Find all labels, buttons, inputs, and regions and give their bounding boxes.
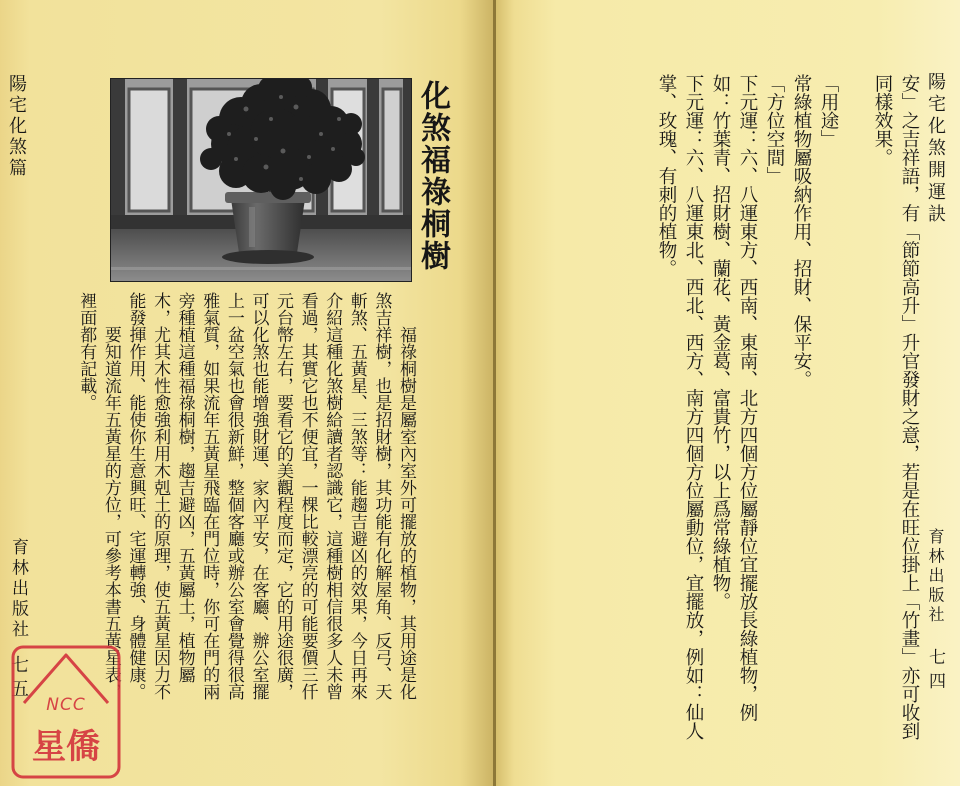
- plant-photo-image: [111, 79, 412, 282]
- right-publisher: 育林出版社: [926, 528, 945, 626]
- text-column: 看過，其實它也不便宜，一棵比較漂亮的可能要價三仟: [297, 292, 318, 700]
- right-running-head: 陽宅化煞開運訣: [925, 72, 946, 226]
- text-column: 旁種植這種福祿桐樹，趨吉避凶，五黃屬土，植物屬: [174, 292, 195, 683]
- text-column: 福祿桐樹是屬室內室外可擺放的植物，其用途是化: [396, 326, 416, 700]
- text-column: 下元運：六、八運東北、西北、西方、南方四個方位屬動位，宜擺放，例如：仙人: [683, 74, 704, 740]
- text-column: 如：竹葉青、招財樹、蘭花、黃金葛、富貴竹，以上爲常綠植物。: [710, 74, 731, 611]
- text-column: 介紹這種化煞樹給讀者認識它，這種樹相信很多人未曾: [322, 292, 343, 700]
- text-column: 裡面都有記載。: [76, 292, 97, 411]
- text-column: 煞吉祥樹，也是招財樹，其功能有化解屋角、反弓、天: [371, 292, 392, 700]
- plant-photo: [110, 78, 412, 282]
- text-column: 可以化煞也能增強財運、家內平安，在客廳、辦公室擺: [248, 292, 269, 700]
- left-body-text: [73, 292, 418, 712]
- text-column: 掌、玫瑰、有刺的植物。: [656, 74, 677, 278]
- text-column: 常綠植物屬吸納作用、招財、保平安。: [791, 74, 812, 389]
- left-publisher: 育林出版社: [8, 538, 28, 641]
- text-column: 安」之吉祥語，有「節節高升」升官發財之意，若是在旺位掛上「竹畫」亦可收到: [899, 74, 920, 740]
- article-title: 化煞福祿桐樹: [415, 80, 450, 272]
- ncc-stamp-logo: [10, 643, 122, 781]
- text-column: 下元運：六、八運東方、西南、東南、北方四個方位屬靜位宜擺放長綠植物，例: [737, 74, 758, 722]
- text-column: 斬煞、五黃星、三煞等：能趨吉避凶的效果，今日再來: [346, 292, 367, 700]
- left-running-head: 陽宅化煞篇: [6, 74, 27, 179]
- stamp-latin-text: NCC: [46, 695, 86, 715]
- section-heading: 「用途」: [818, 74, 839, 148]
- text-column: 同樣效果。: [872, 74, 893, 167]
- left-page-number: 七五: [8, 655, 29, 703]
- section-heading: 「方位空間」: [764, 74, 785, 185]
- stamp-chinese-text: 星僑: [32, 727, 100, 767]
- text-column: 上一盆空氣也會很新鮮，整個客廳或辦公室會覺得很高: [223, 292, 244, 700]
- right-page-number: 七四: [925, 648, 945, 696]
- text-column: 要知道流年五黃星的方位，可參考本書五黃星表，: [100, 326, 121, 700]
- text-column: 雅氣質，如果流年五黃星飛臨在門位時，你可在門的兩: [199, 292, 220, 700]
- text-column: 元台幣左右，要看它的美觀程度而定，它的用途很廣，: [273, 292, 294, 700]
- text-column: 木，尤其木性愈強利用木剋土的原理，使五黃星因力不: [150, 292, 171, 700]
- text-column: 能發揮作用、能使你生意興旺、宅運轉強、身體健康。: [125, 292, 146, 700]
- flower-pot: [222, 192, 314, 264]
- right-body-text: [653, 74, 923, 740]
- paragraph-gap: [842, 74, 869, 734]
